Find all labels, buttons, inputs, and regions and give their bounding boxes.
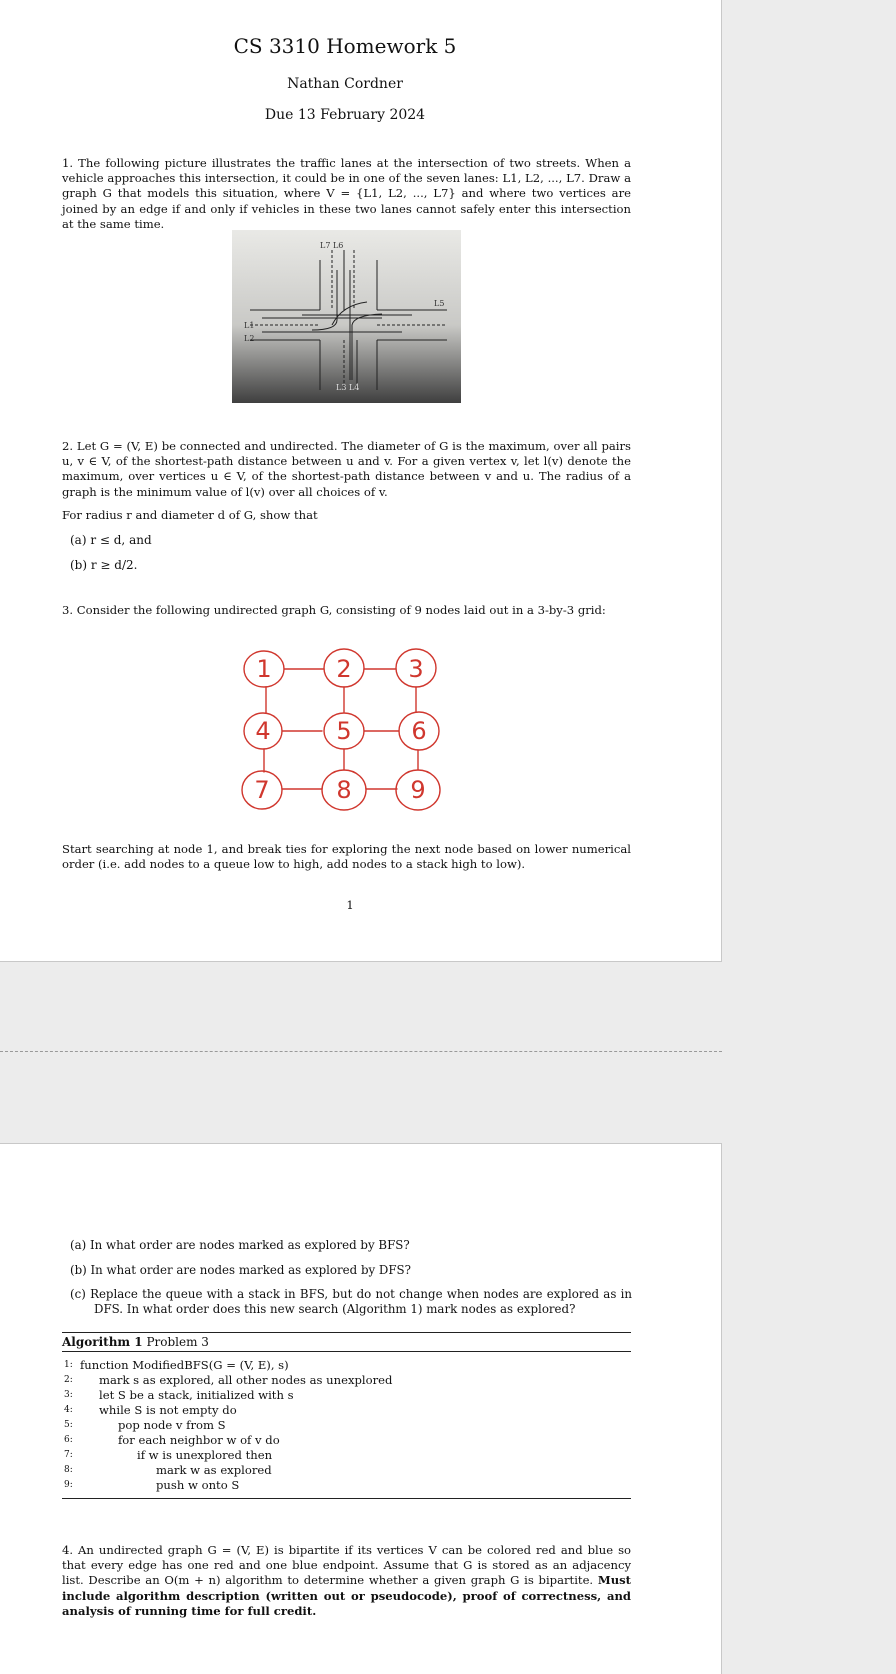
algorithm-line-text: mark s as explored, all other nodes as unexplored xyxy=(99,1373,393,1387)
algorithm-line-number: 5: xyxy=(64,1420,73,1430)
algorithm-line xyxy=(62,1388,631,1403)
question-2-part-a: (a) r ≤ d, and xyxy=(70,533,152,547)
question-3-part-a: (a) In what order are nodes marked as explored by BFS? xyxy=(70,1238,410,1252)
graph-node-3: 3 xyxy=(408,655,424,683)
algorithm-body xyxy=(62,1352,631,1499)
algorithm-line-number: 3: xyxy=(64,1390,73,1400)
algorithm-line-text: mark w as explored xyxy=(156,1463,272,1477)
algorithm-line-text: let S be a stack, initialized with s xyxy=(99,1388,294,1402)
grid-graph-diagram xyxy=(236,642,456,818)
photo-label-l1: L1 xyxy=(244,321,255,330)
graph-node-6: 6 xyxy=(411,717,427,745)
algorithm-line-text: function ModifiedBFS(G = (V, E), s) xyxy=(80,1358,289,1372)
algorithm-line xyxy=(62,1463,631,1478)
intersection-photo xyxy=(232,230,461,403)
algorithm-caption-title: Problem 3 xyxy=(142,1335,209,1349)
algorithm-line-text: pop node v from S xyxy=(118,1418,226,1432)
algorithm-line xyxy=(62,1373,631,1388)
question-4 xyxy=(62,1543,631,1619)
photo-label-right: L5 xyxy=(434,299,445,308)
question-3-instructions: Start searching at node 1, and break ties for exploring the next node based on lower numerical order (i.e. add nodes to a queue low to high, add nodes to a stack high to low). xyxy=(62,842,631,872)
algorithm-line xyxy=(62,1418,631,1433)
question-2-part-b: (b) r ≥ d/2. xyxy=(70,558,138,572)
document-title: CS 3310 Homework 5 xyxy=(233,34,457,58)
graph-node-1: 1 xyxy=(256,655,272,683)
algorithm-line-text: for each neighbor w of v do xyxy=(118,1433,280,1447)
algorithm-line-number: 9: xyxy=(64,1480,73,1490)
question-4-requirements: Must include algorithm description (written out or pseudocode), proof of correctness, and analysis of running time for full credit. xyxy=(62,1573,632,1618)
algorithm-box xyxy=(62,1332,631,1499)
algorithm-caption xyxy=(62,1333,631,1352)
algorithm-line xyxy=(62,1403,631,1418)
algorithm-line xyxy=(62,1478,631,1493)
graph-node-9: 9 xyxy=(410,776,426,804)
algorithm-line-number: 2: xyxy=(64,1375,73,1385)
algorithm-line-number: 8: xyxy=(64,1465,73,1475)
algorithm-line xyxy=(62,1433,631,1448)
algorithm-line xyxy=(62,1358,631,1373)
question-3-part-b: (b) In what order are nodes marked as explored by DFS? xyxy=(70,1263,411,1277)
photo-label-l2: L2 xyxy=(244,334,255,343)
question-4-text: 4. An undirected graph G = (V, E) is bipartite if its vertices V can be colored red and blue so that every edge has one red and one blue endpoint. Assume that G is stored as an adjacency list. Describe an O(m + n) algorithm to determine whether a given graph G is bipartite. xyxy=(62,1543,631,1588)
graph-node-5: 5 xyxy=(336,717,352,745)
photo-label-top: L7 L6 xyxy=(320,241,344,250)
question-1-text: 1. The following picture illustrates the traffic lanes at the intersection of two streets. When a vehicle approaches this intersection, it could be in one of the seven lanes: L1, L2, ..., L7. Draw a graph G that models this situation, where V = {L1, L2, ..., L7} and where two vertices are joined by an edge if and only if vehicles in these two lanes cannot safely enter this intersection at the same time. xyxy=(62,156,631,231)
algorithm-line xyxy=(62,1448,631,1463)
algorithm-caption-label: Algorithm 1 xyxy=(62,1335,143,1349)
algorithm-line-text: if w is unexplored then xyxy=(137,1448,273,1462)
algorithm-line-number: 6: xyxy=(64,1435,73,1445)
page-1 xyxy=(0,0,722,962)
page-2 xyxy=(0,1143,722,1674)
graph-node-2: 2 xyxy=(336,655,352,683)
graph-node-8: 8 xyxy=(336,776,352,804)
graph-node-4: 4 xyxy=(255,717,271,745)
document-author: Nathan Cordner xyxy=(287,76,403,92)
algorithm-line-number: 7: xyxy=(64,1450,73,1460)
question-2-text: 2. Let G = (V, E) be connected and undirected. The diameter of G is the maximum, over all pairs u, v ∈ V, of the shortest-path distance between u and v. For a given vertex v, let l(v) denote the maximum, over vertices u ∈ V, of the shortest-path distance between v and u. The radius of a graph is the minimum value of l(v) over all choices of v. xyxy=(62,439,631,499)
algorithm-line-number: 4: xyxy=(64,1405,73,1415)
graph-node-7: 7 xyxy=(254,776,270,804)
algorithm-line-text: while S is not empty do xyxy=(99,1403,237,1417)
page-number: 1 xyxy=(346,898,354,912)
question-2-lead: For radius r and diameter d of G, show that xyxy=(62,508,318,522)
algorithm-line-text: push w onto S xyxy=(156,1478,240,1492)
page-separator xyxy=(0,1051,722,1052)
question-3-part-c: (c) Replace the queue with a stack in BFS, but do not change when nodes are explored as in DFS. In what order does this new search (Algorithm 1) mark nodes as explored? xyxy=(70,1287,632,1316)
algorithm-line-number: 1: xyxy=(64,1360,73,1370)
question-3-text: 3. Consider the following undirected graph G, consisting of 9 nodes laid out in a 3-by-3 grid: xyxy=(62,603,606,617)
photo-label-bottom: L3 L4 xyxy=(336,383,360,392)
document-due-date: Due 13 February 2024 xyxy=(264,107,426,123)
